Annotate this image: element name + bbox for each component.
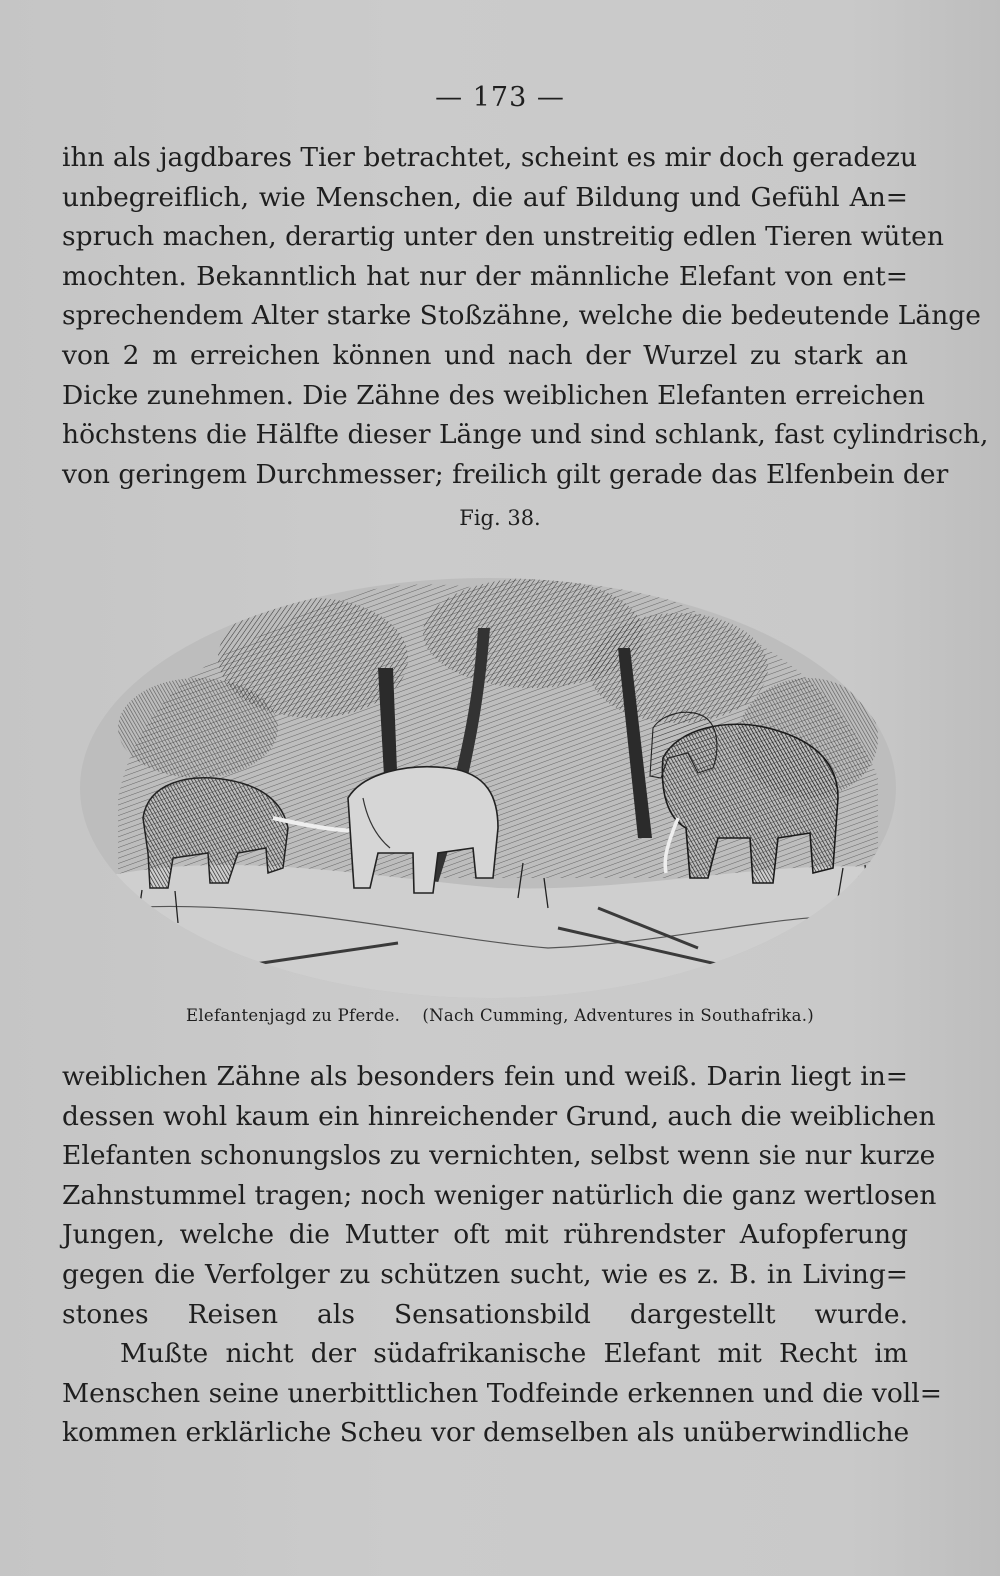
text-line: von 2 m erreichen können und nach der Wurzel zu stark an <box>62 339 908 371</box>
text-line: von geringem Durchmesser; freilich gilt gerade das Elfenbein der <box>62 458 949 490</box>
text-line: Menschen seine unerbittlichen Todfeinde erkennen und die voll= <box>62 1377 942 1409</box>
text-line: dessen wohl kaum ein hinreichender Grund, auch die weiblichen <box>62 1100 936 1132</box>
text-line: mochten. Bekanntlich hat nur der männliche Elefant von ent= <box>62 260 908 292</box>
text-line: gegen die Verfolger zu schützen sucht, wie es z. B. in Living= <box>62 1258 908 1290</box>
text-line: Jungen, welche die Mutter oft mit rührendster Aufopferung <box>62 1219 908 1251</box>
figure-label: Fig. 38. <box>459 506 541 530</box>
text-line: Elefanten schonungslos zu vernichten, selbst wenn sie nur kurze <box>62 1140 936 1172</box>
text-line: spruch machen, derartig unter den unstreitig edlen Tieren wüten <box>62 221 944 253</box>
text-block-top <box>62 138 989 494</box>
text-line: Zahnstummel tragen; noch weniger natürlich die ganz wertlosen <box>62 1179 937 1211</box>
text-line: höchstens die Hälfte dieser Länge und sind schlank, fast cylindrisch, <box>62 419 989 451</box>
text-line: stones Reisen als Sensationsbild dargestellt wurde. <box>62 1298 908 1330</box>
text-line: kommen erklärliche Scheu vor demselben als unüberwindliche <box>62 1417 910 1449</box>
caption-title: Elefantenjagd zu Pferde. <box>185 1006 401 1025</box>
page-number: — 173 — <box>435 82 565 113</box>
text-line: Dicke zunehmen. Die Zähne des weiblichen Elefanten erreichen <box>62 379 925 411</box>
elephant-hunt-illustration <box>78 548 898 1000</box>
caption-source: (Nach Cumming, Adventures in Southafrika.) <box>422 1006 815 1025</box>
text-line: sprechendem Alter starke Stoßzähne, welche die bedeutende Länge <box>62 300 981 332</box>
text-line: Mußte nicht der südafrikanische Elefant mit Recht im <box>120 1338 908 1370</box>
text-line: unbegreiflich, wie Menschen, die auf Bildung und Gefühl An= <box>62 181 908 213</box>
text-line: weiblichen Zähne als besonders fein und weiß. Darin liegt in= <box>62 1061 908 1092</box>
figure-caption <box>0 1006 1000 1025</box>
text-line: ihn als jagdbares Tier betrachtet, scheint es mir doch geradezu <box>62 142 918 173</box>
text-block-bottom <box>62 1057 942 1453</box>
